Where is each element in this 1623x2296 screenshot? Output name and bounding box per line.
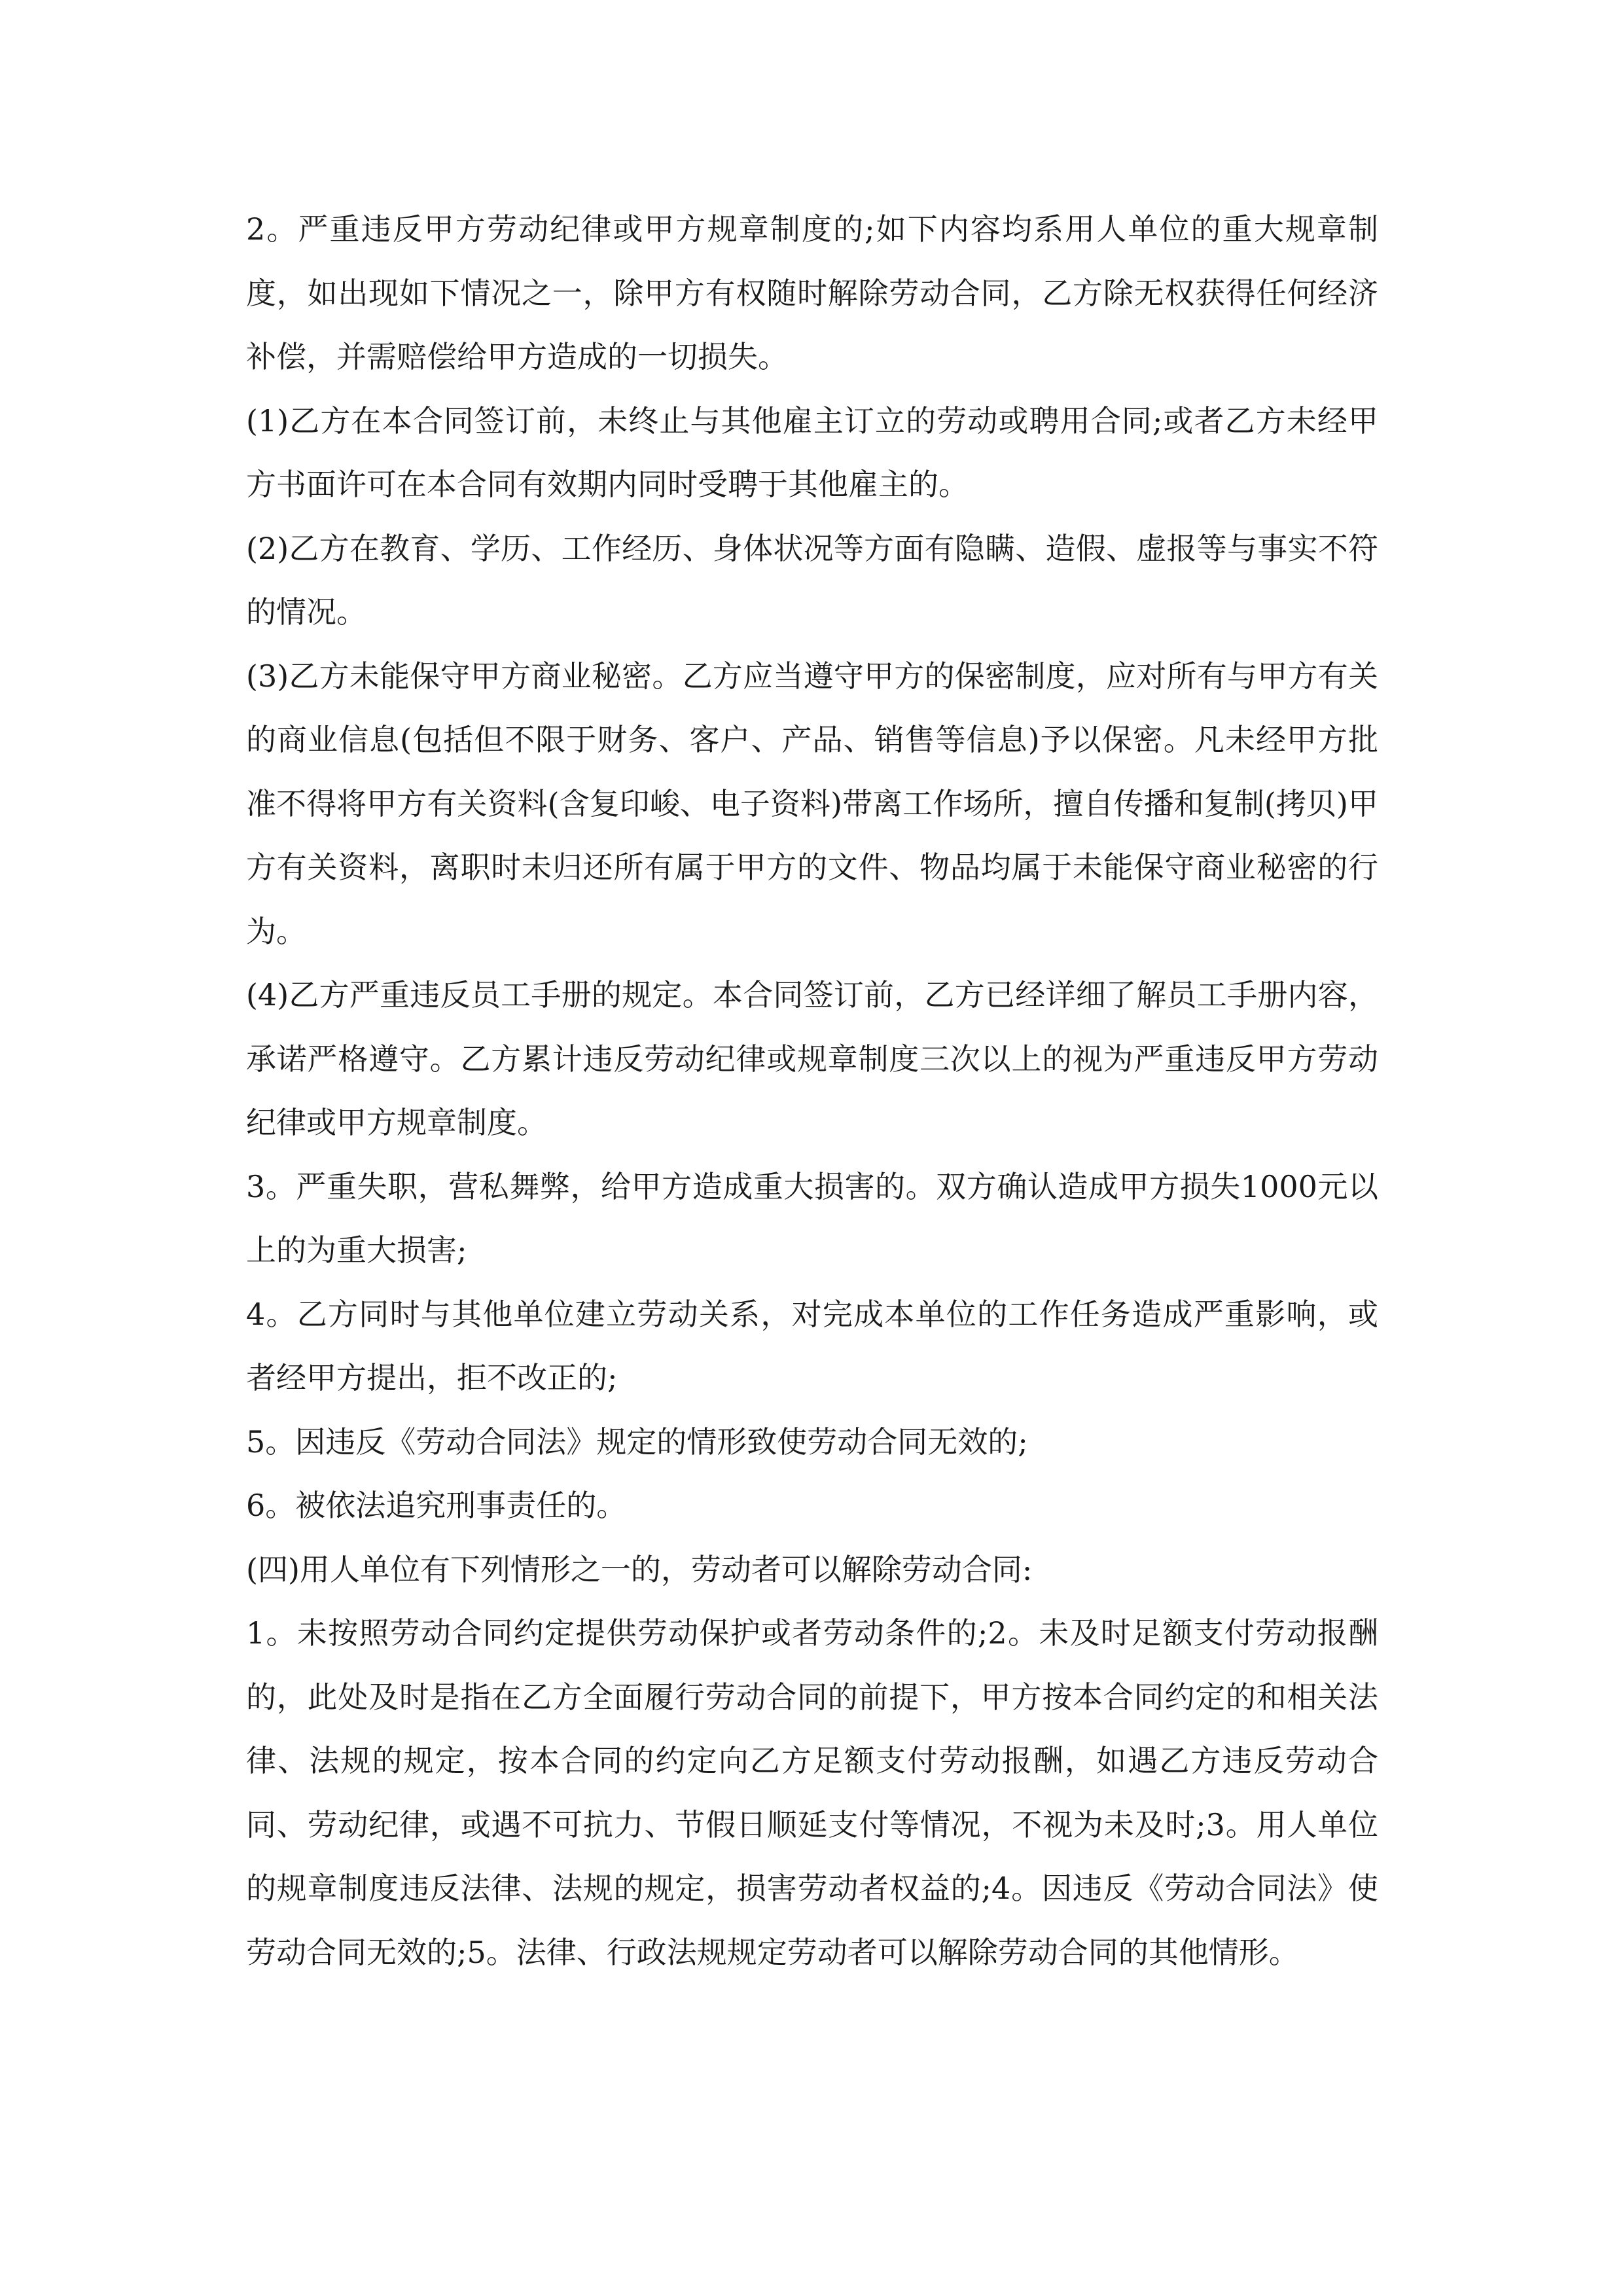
paragraph-clause-2: 2。严重违反甲方劳动纪律或甲方规章制度的;如下内容均系用人单位的重大规章制度，如出现如下情况之一，除甲方有权随时解除劳动合同，乙方除无权获得任何经济补偿，并需赔偿给甲方造成的一切损失。 bbox=[246, 211, 1378, 374]
paragraph-item-3: (3)乙方未能保守甲方商业秘密。乙方应当遵守甲方的保密制度，应对所有与甲方有关的商业信息(包括但不限于财务、客户、产品、销售等信息)予以保密。凡未经甲方批准不得将甲方有关资料(含复印峻、电子资料)带离工作场所，擅自传播和复制(拷贝)甲方有关资料，离职时未归还所有属于甲方的文件、物品均属于未能保守商业秘密的行为。 bbox=[246, 658, 1378, 949]
paragraph-clause-3: 3。严重失职，营私舞弊，给甲方造成重大损害的。双方确认造成甲方损失1000元以上的为重大损害; bbox=[246, 1168, 1378, 1268]
paragraph-clause-4: 4。乙方同时与其他单位建立劳动关系，对完成本单位的工作任务造成严重影响，或者经甲方提出，拒不改正的; bbox=[246, 1296, 1378, 1395]
paragraph-item-4: (4)乙方严重违反员工手册的规定。本合同签订前，乙方已经详细了解员工手册内容，承诺严格遵守。乙方累计违反劳动纪律或规章制度三次以上的视为严重违反甲方劳动纪律或甲方规章制度。 bbox=[246, 977, 1378, 1140]
paragraph-item-1: (1)乙方在本合同签订前，未终止与其他雇主订立的劳动或聘用合同;或者乙方未经甲方书面许可在本合同有效期内同时受聘于其他雇主的。 bbox=[246, 403, 1378, 502]
paragraph-clause-5: 5。因违反《劳动合同法》规定的情形致使劳动合同无效的; bbox=[246, 1424, 1028, 1460]
paragraph-section-4-items: 1。未按照劳动合同约定提供劳动保护或者劳动条件的;2。未及时足额支付劳动报酬的，此处及时是指在乙方全面履行劳动合同的前提下，甲方按本合同约定的和相关法律、法规的规定，按本合同的约定向乙方足额支付劳动报酬，如遇乙方违反劳动合同、劳动纪律，或遇不可抗力、节假日顺延支付等情况，不视为未及时;3。用人单位的规章制度违反法律、法规的规定，损害劳动者权益的;4。因违反《劳动合同法》使劳动合同无效的;5。法律、行政法规规定劳动者可以解除劳动合同的其他情形。 bbox=[246, 1615, 1378, 1970]
paragraph-clause-6: 6。被依法追究刑事责任的。 bbox=[246, 1488, 627, 1523]
paragraph-section-4-heading: (四)用人单位有下列情形之一的，劳动者可以解除劳动合同: bbox=[246, 1551, 1033, 1587]
paragraph-item-2: (2)乙方在教育、学历、工作经历、身体状况等方面有隐瞒、造假、虚报等与事实不符的情况。 bbox=[246, 530, 1378, 630]
document-body bbox=[246, 198, 1378, 1984]
